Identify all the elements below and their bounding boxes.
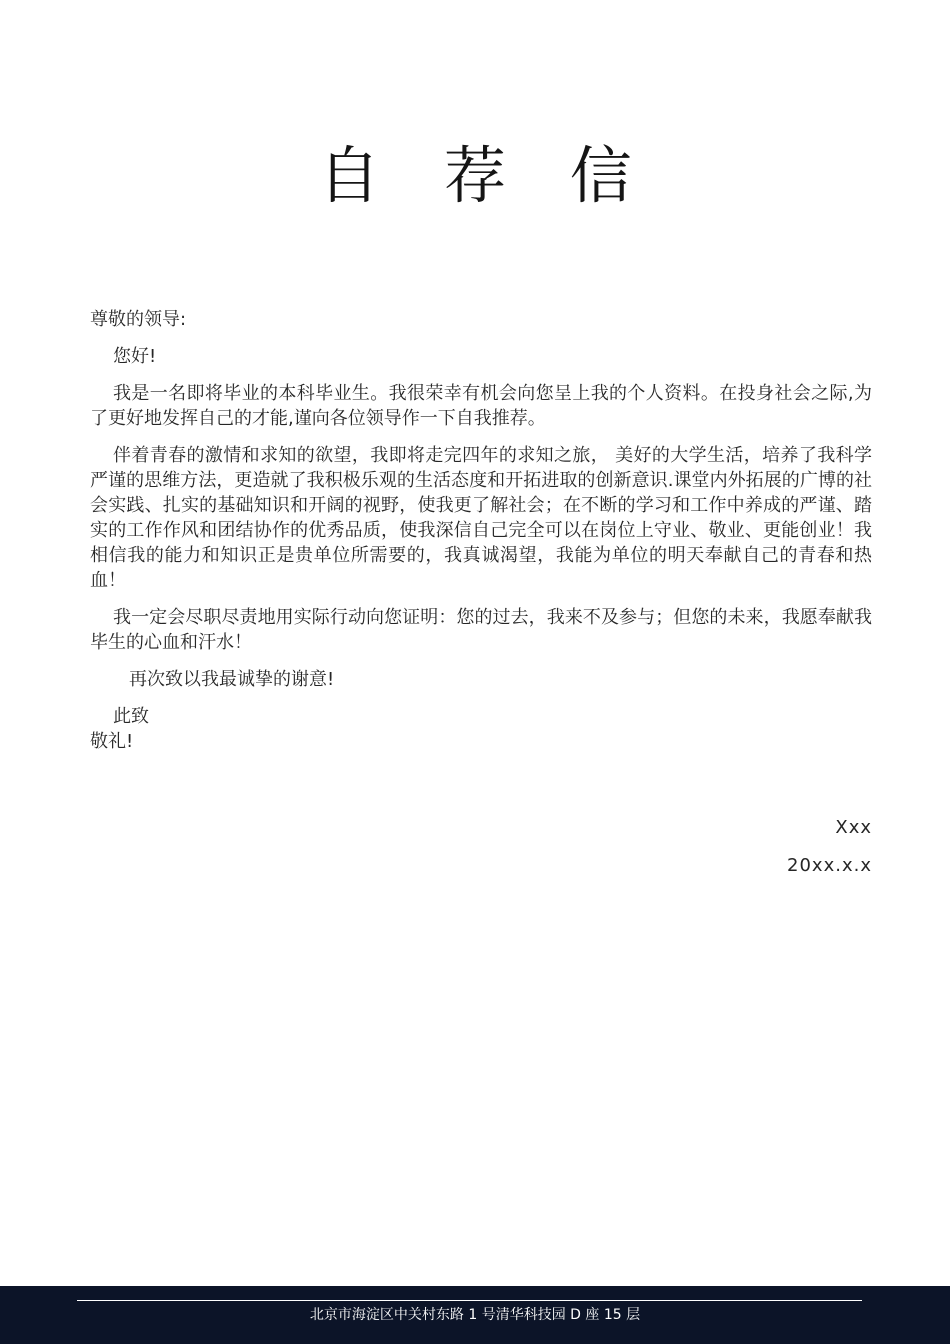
letter-paragraph: 我是一名即将毕业的本科毕业生。我很荣幸有机会向您呈上我的个人资料。在投身社会之际,为了更好地发挥自己的才能,谨向各位领导作一下自我推荐。 [90,383,872,429]
signature-date: 20xx.x.x [787,855,872,876]
signature-name: Xxx [835,817,872,838]
letter-body [90,307,872,754]
footer-divider [77,1300,862,1301]
letter-paragraph: 伴着青春的激情和求知的欲望，我即将走完四年的求知之旅， 美好的大学生活，培养了我科学严谨的思维方法，更造就了我积极乐观的生活态度和开拓进取的创新意识.课堂内外拓展的广博的社会实践、扎实的基础知识和开阔的视野，使我更了解社会；在不断的学习和工作中养成的严谨、踏实的工作作风和团结协作的优秀品质，使我深信自己完全可以在岗位上守业、敬业、更能创业！我相信我的能力和知识正是贵单位所需要的，我真诚渴望，我能为单位的明天奉献自己的青春和热血！ [90,445,872,591]
page-title: 自 荐 信 [318,139,654,212]
letter-salutation: 尊敬的领导: [90,309,187,330]
letter-paragraph: 我一定会尽职尽责地用实际行动向您证明：您的过去，我来不及参与；但您的未来，我愿奉献我毕生的心血和汗水！ [90,607,872,653]
letter-greeting: 您好! [113,346,157,367]
footer-bar [0,1286,950,1344]
letter-closing-1: 此致 [113,706,149,727]
footer-address: 北京市海淀区中关村东路 1 号清华科技园 D 座 15 层 [309,1307,641,1323]
letter-thanks: 再次致以我最诚挚的谢意! [129,669,335,690]
letter-closing-2: 敬礼! [90,731,134,752]
